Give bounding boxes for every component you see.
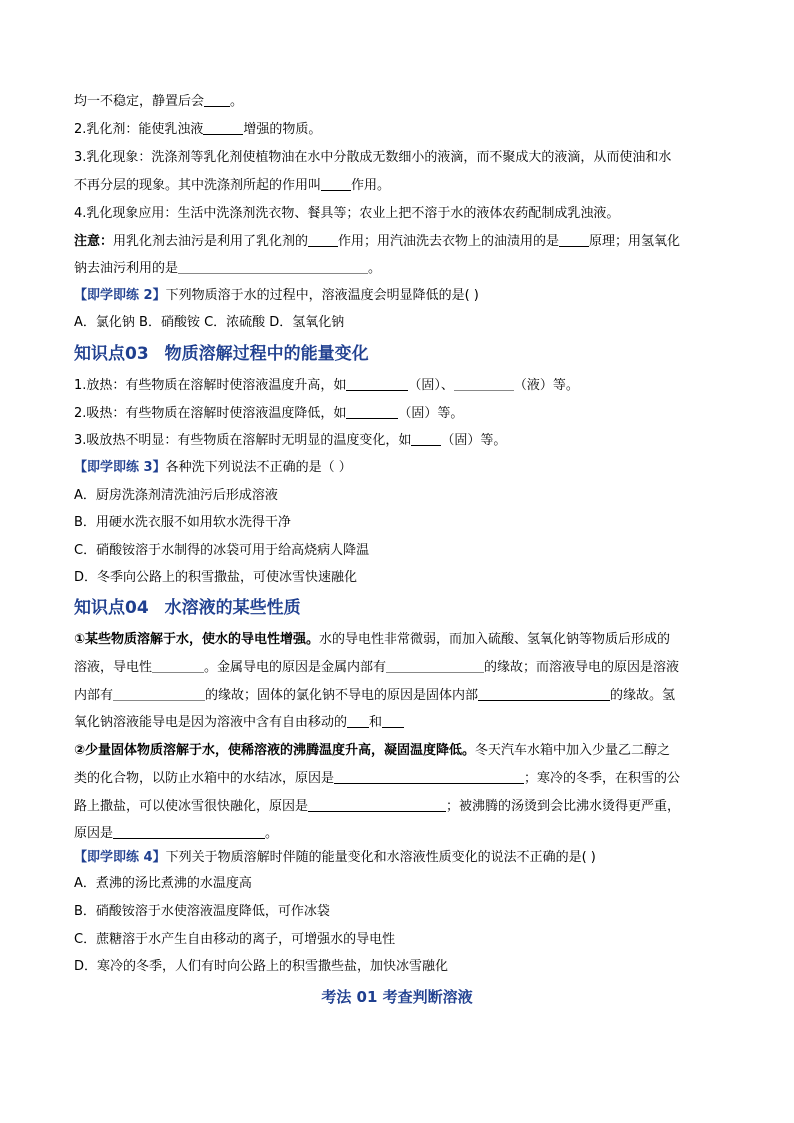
option-d: D．冬季向公路上的积雪撒盐，可使冰雪快速融化 bbox=[74, 570, 358, 585]
heading-title: 水溶液的某些性质 bbox=[164, 598, 301, 618]
text: 均一不稳定，静置后会 bbox=[74, 94, 205, 109]
text: 内部有 bbox=[74, 688, 114, 703]
fill-blank[interactable] bbox=[386, 658, 484, 673]
practice-tag: 【即学即练 2】 bbox=[74, 288, 166, 303]
text: （液）等。 bbox=[513, 378, 579, 393]
practice-3-question bbox=[74, 458, 352, 478]
option-b: B．硝酸铵溶于水使溶液温度降低，可作冰袋 bbox=[74, 904, 330, 919]
text: 1.放热：有些物质在溶解时使溶液温度升高，如 bbox=[74, 378, 347, 393]
text: ；被沸腾的汤烫到会比沸水烫得更严重， bbox=[446, 799, 681, 814]
text: 钠去油污利用的是 bbox=[74, 261, 179, 276]
heading-title: 物质溶解过程中的能量变化 bbox=[164, 344, 369, 364]
fill-blank[interactable] bbox=[203, 120, 243, 135]
text-line bbox=[74, 259, 381, 279]
fill-blank[interactable] bbox=[308, 797, 446, 812]
option-b: B．用硬水洗衣服不如用软水洗得干净 bbox=[74, 515, 291, 530]
text: （固）、 bbox=[408, 378, 454, 393]
fill-blank[interactable] bbox=[321, 176, 351, 191]
fill-blank[interactable] bbox=[178, 259, 368, 274]
note-label: 注意： bbox=[74, 234, 114, 249]
fill-blank[interactable] bbox=[346, 404, 398, 419]
question-text: 下列物质溶于水的过程中，溶液温度会明显降低的是( ) bbox=[165, 288, 479, 303]
fill-blank[interactable] bbox=[113, 686, 205, 701]
text: 类的化合物，以防止水箱中的水结冰，原因是 bbox=[74, 771, 335, 786]
fill-blank[interactable] bbox=[204, 92, 230, 107]
fill-blank[interactable] bbox=[334, 769, 524, 784]
bold-text: ①某些物质溶解于水，使水的导电性增强。 bbox=[74, 632, 320, 647]
text-line bbox=[74, 120, 321, 140]
text: ；寒冷的冬季，在积雪的公 bbox=[524, 771, 681, 786]
text: 的缘故；而溶液导电的原因是溶液 bbox=[484, 660, 680, 675]
text: 原理；用氢氧化 bbox=[589, 234, 681, 249]
text: 路上撒盐，可以使冰雪很快融化，原因是 bbox=[74, 799, 309, 814]
text-line: 3.乳化现象：洗涤剂等乳化剂使植物油在水中分散成无数细小的液滴，而不聚成大的液滴，从而使油和水 bbox=[74, 150, 672, 165]
text-line bbox=[74, 741, 670, 761]
fill-blank[interactable] bbox=[308, 232, 338, 247]
practice-2-question bbox=[74, 286, 479, 306]
text: 。 bbox=[368, 261, 382, 276]
practice-tag: 【即学即练 3】 bbox=[74, 460, 166, 475]
text: 。 bbox=[265, 826, 279, 841]
text: 溶液，导电性 bbox=[74, 660, 153, 675]
text-line: 4.乳化现象应用：生活中洗涤剂洗衣物、餐具等；农业上把不溶于水的液体农药配制成乳浊液。 bbox=[74, 206, 620, 221]
text: （固）等。 bbox=[441, 433, 507, 448]
text-line bbox=[74, 824, 278, 844]
practice-4-question bbox=[74, 848, 596, 868]
option-c: C．蔗糖溶于水产生自由移动的离子，可增强水的导电性 bbox=[74, 932, 396, 947]
text-line bbox=[74, 92, 243, 112]
text: 。 bbox=[230, 94, 244, 109]
practice-2-options: A．氯化钠 B．硝酸铵 C．浓硫酸 D．氢氧化钠 bbox=[74, 315, 345, 330]
text: 的缘故。氢 bbox=[610, 688, 676, 703]
method-heading: 考法 01 考查判断溶液 bbox=[321, 988, 473, 1006]
text: （固）等。 bbox=[398, 406, 464, 421]
text-line bbox=[74, 658, 679, 678]
option-d: D．寒冷的冬季，人们有时向公路上的积雪撒些盐，加快冰雪融化 bbox=[74, 959, 449, 974]
text: 3.吸放热不明显：有些物质在溶解时无明显的温度变化，如 bbox=[74, 433, 412, 448]
text: 冬天汽车水箱中加入少量乙二醇之 bbox=[475, 743, 671, 758]
text: 水的导电性非常微弱，而加入硫酸、氢氧化钠等物质后形成的 bbox=[319, 632, 671, 647]
option-c: C．硝酸铵溶于水制得的冰袋可用于给高烧病人降温 bbox=[74, 543, 370, 558]
fill-blank[interactable] bbox=[152, 658, 204, 673]
heading-number: 知识点04 bbox=[74, 598, 149, 618]
text-line bbox=[74, 431, 506, 451]
fill-blank[interactable] bbox=[347, 713, 369, 728]
fill-blank[interactable] bbox=[346, 376, 408, 391]
bold-text: ②少量固体物质溶解于水，使稀溶液的沸腾温度升高，凝固温度降低。 bbox=[74, 743, 476, 758]
heading-number: 知识点03 bbox=[74, 344, 149, 364]
text-line bbox=[74, 797, 680, 817]
fill-blank[interactable] bbox=[559, 232, 589, 247]
text: 作用；用汽油洗去衣物上的油渍用的是 bbox=[338, 234, 560, 249]
question-text: 下列关于物质溶解时伴随的能量变化和水溶液性质变化的说法不正确的是( ) bbox=[165, 850, 596, 865]
fill-blank[interactable] bbox=[454, 376, 514, 391]
option-a: A．煮沸的汤比煮沸的水温度高 bbox=[74, 876, 252, 891]
text: 2.吸热：有些物质在溶解时使溶液温度降低，如 bbox=[74, 406, 347, 421]
section-heading bbox=[74, 342, 369, 366]
text: 增强的物质。 bbox=[243, 122, 322, 137]
text-line bbox=[74, 232, 680, 252]
text: 不再分层的现象。其中洗涤剂所起的作用叫 bbox=[74, 178, 322, 193]
text: 和 bbox=[369, 715, 383, 730]
practice-tag: 【即学即练 4】 bbox=[74, 850, 166, 865]
text-line bbox=[74, 176, 390, 196]
text: 原因是 bbox=[74, 826, 114, 841]
text-line bbox=[74, 376, 579, 396]
fill-blank[interactable] bbox=[113, 824, 265, 839]
text: 。金属导电的原因是金属内部有 bbox=[204, 660, 387, 675]
section-heading bbox=[74, 596, 301, 620]
text-line bbox=[74, 404, 463, 424]
question-text: 各种洗下列说法不正确的是（ ） bbox=[165, 460, 352, 475]
text: 作用。 bbox=[351, 178, 391, 193]
text: 氧化钠溶液能导电是因为溶液中含有自由移动的 bbox=[74, 715, 348, 730]
text: 的缘故；固体的氯化钠不导电的原因是固体内部 bbox=[205, 688, 479, 703]
fill-blank[interactable] bbox=[478, 686, 610, 701]
option-a: A．厨房洗涤剂清洗油污后形成溶液 bbox=[74, 488, 278, 503]
fill-blank[interactable] bbox=[411, 431, 441, 446]
fill-blank[interactable] bbox=[382, 713, 404, 728]
text-line bbox=[74, 713, 404, 733]
text: 2.乳化剂：能使乳浊液 bbox=[74, 122, 204, 137]
text-line bbox=[74, 630, 670, 650]
text-line bbox=[74, 769, 680, 789]
text: 用乳化剂去油污是利用了乳化剂的 bbox=[113, 234, 309, 249]
text-line bbox=[74, 686, 675, 706]
